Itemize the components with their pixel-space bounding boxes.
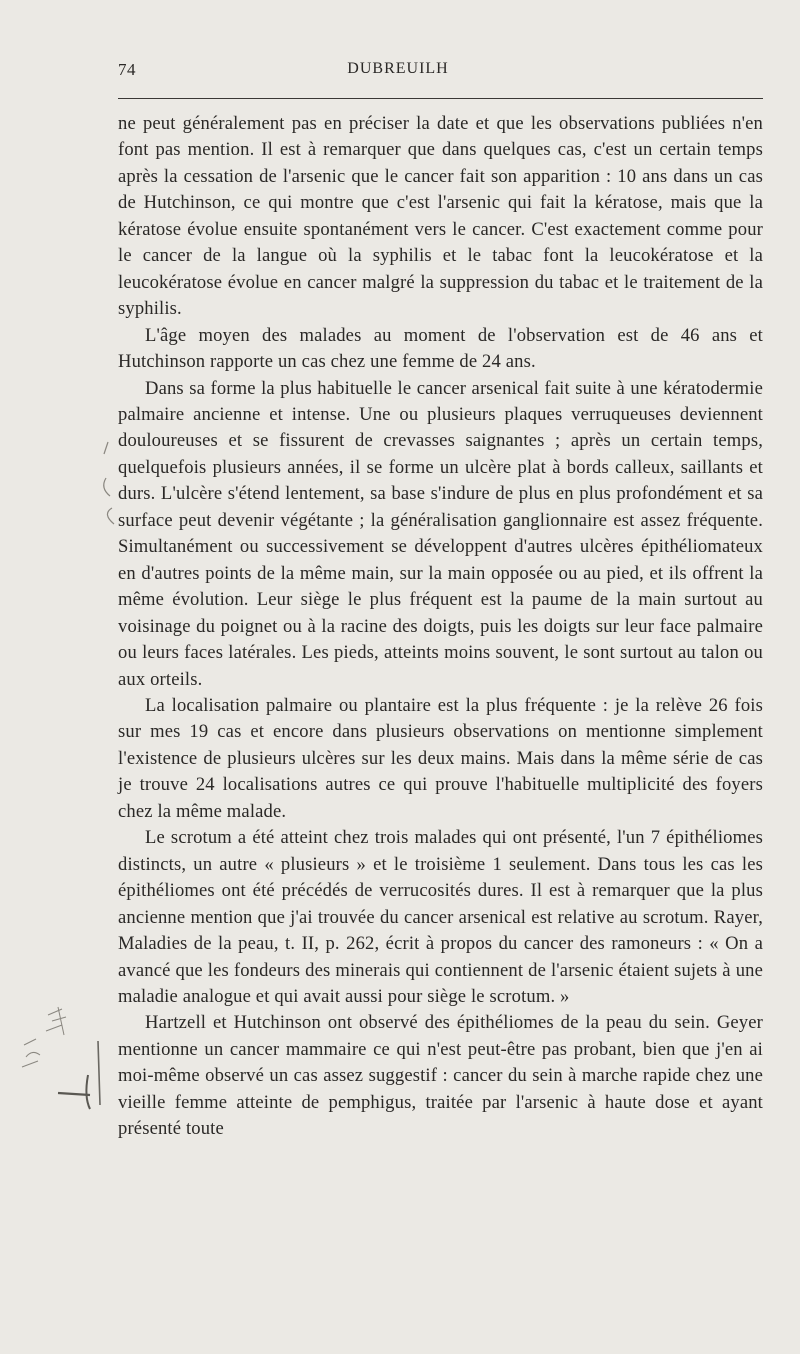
paragraph-2: L'âge moyen des malades au moment de l'observation est de 46 ans et Hutchinson rapporte un cas chez une femme de 24 ans. xyxy=(118,324,763,373)
margin-bracket-mark xyxy=(96,440,126,540)
page-header xyxy=(118,60,763,86)
page-number: 74 xyxy=(118,60,136,79)
paragraph-5: Le scrotum a été atteint chez trois malades qui ont présenté, l'un 7 épithéliomes distincts, un autre « plusieurs » et le troisième 1 seulement. Dans tous les cas les épithéliomes ont été précédés de verrucosités dures. Il est à remarquer que la plus ancienne mention que j'ai trouvée du cancer arsenical est relative au scrotum. Rayer, Maladies de la peau, t. II, p. 262, écrit à propos du cancer des ramoneurs : « On a avancé que les fondeurs des minerais qui contiennent de l'arsenic étaient sujets à une maladie analogue et qui avait aussi pour siège le scrotum. » xyxy=(118,827,763,1007)
body-text xyxy=(118,111,763,1143)
margin-handwritten-mark xyxy=(18,1005,113,1115)
paragraph-4: La localisation palmaire ou plantaire est la plus fréquente : je la relève 26 fois sur mes 19 cas et encore dans plusieurs observations on mentionne simplement l'existence de plusieurs ulcères sur les deux mains. Mais dans la même série de cas je trouve 24 localisations autres ce qui prouve l'habituelle multiplicité des foyers chez la même malade. xyxy=(118,694,763,822)
running-head: DUBREUILH xyxy=(347,60,449,77)
paragraph-3: Dans sa forme la plus habituelle le cancer arsenical fait suite à une kératodermie palmaire ancienne et intense. Une ou plusieurs plaques verruqueuses deviennent douloureuses et se fissurent de crevasses saignantes ; après un certain temps, quelquefois plusieurs années, il se forme un ulcère plat à bords calleux, saillants et durs. L'ulcère s'étend lentement, sa base s'indure de plus en plus profondément et sa surface peut devenir végétante ; la généralisation ganglionnaire est assez fréquente. Simultanément ou successivement se développent d'autres ulcères épithéliomateux en d'autres points de la même main, sur la main opposée ou au pied, et ils offrent la même évolution. Leur siège le plus fréquent est la paume de la main surtout au voisinage du poignet ou à la racine des doigts, puis les doigts sur leur face palmaire ou leurs faces latérales. Les pieds, atteints moins souvent, le sont surtout au talon ou aux orteils. xyxy=(118,377,763,690)
paragraph-6: Hartzell et Hutchinson ont observé des épithéliomes de la peau du sein. Geyer mentionne un cancer mammaire ce qui n'est peut-être pas probant, bien que j'en ai moi-même observé un cas assez suggestif : cancer du sein à marche rapide chez une vieille femme atteinte de pemphigus, traitée par l'arsenic à haute dose et ayant présenté toute xyxy=(118,1012,763,1140)
paragraph-1: ne peut généralement pas en préciser la date et que les observations publiées n'en font pas mention. Il est à remarquer que dans quelques cas, c'est un certain temps après la cessation de l'arsenic que le cancer fait son apparition : 10 ans dans un cas de Hutchinson, ce qui montre que c'est l'arsenic qui fait la kératose, mais que la kératose évolue ensuite spontanément vers le cancer. C'est exactement comme pour le cancer de la langue où la syphilis et le tabac font la leucokératose et la leucokératose évolue en cancer malgré la suppression du tabac et le traitement de la syphilis. xyxy=(118,113,763,320)
header-rule xyxy=(118,98,763,99)
